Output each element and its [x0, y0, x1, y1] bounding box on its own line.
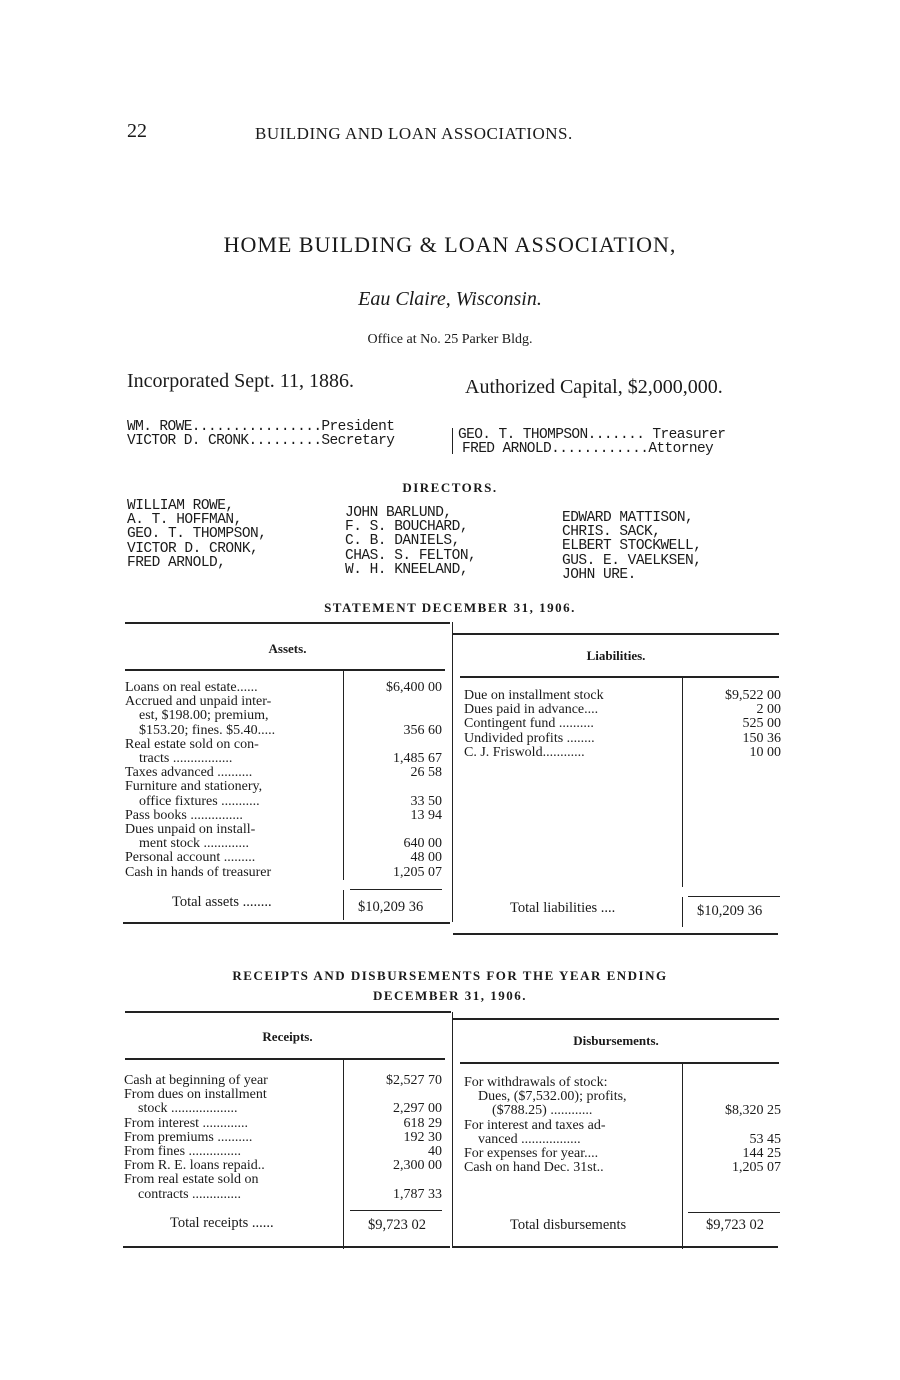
row-label: $153.20; fines. $5.40..... [139, 722, 276, 738]
total-rule [350, 889, 442, 890]
row-label: Dues, ($7,532.00); profits, [478, 1089, 627, 1105]
director-name: W. H. KNEELAND, [345, 561, 469, 578]
row-value: 2,300 00 [393, 1158, 442, 1174]
row-value: 53 45 [749, 1131, 781, 1147]
row-value: 13 94 [410, 807, 442, 823]
row-label: For expenses for year.... [464, 1146, 599, 1161]
row-label: Furniture and stationery, [125, 779, 263, 795]
director-name: JOHN URE. [562, 566, 636, 583]
director-name: EDWARD MATTISON, [562, 510, 694, 526]
rule [453, 1018, 779, 1020]
row-value: 618 29 [403, 1115, 442, 1131]
directors-column-3 [562, 511, 701, 582]
receipts-heading-line-1: RECEIPTS AND DISBURSEMENTS FOR THE YEAR ENDING [232, 968, 668, 983]
row-label: For interest and taxes ad- [464, 1117, 606, 1133]
row-label: C. J. Friswold............ [464, 744, 585, 760]
row-value: 1,485 67 [393, 751, 442, 766]
row-label: Loans on real estate...... [125, 680, 258, 695]
total-disbursements-label: Total disbursements [510, 1217, 627, 1233]
director-name: WILLIAM ROWE, [127, 498, 234, 514]
row-label: From premiums .......... [124, 1129, 253, 1145]
total-rule [688, 1212, 780, 1213]
row-value: 2 00 [756, 702, 781, 718]
total-disbursements-value: $9,723 02 [706, 1217, 764, 1233]
value-divider [343, 1059, 344, 1249]
rule [123, 922, 450, 924]
director-name: ELBERT STOCKWELL, [562, 538, 702, 555]
value-divider [682, 677, 683, 887]
director-name: FRED ARNOLD, [127, 554, 226, 571]
office-address: Office at No. 25 Parker Bldg. [367, 332, 533, 347]
row-label: tracts ................. [139, 751, 233, 766]
row-label: Cash at beginning of year [124, 1073, 268, 1088]
row-label: Cash in hands of treasurer [125, 864, 272, 880]
rule [125, 1011, 451, 1013]
row-value: 48 00 [410, 850, 442, 866]
row-value: 40 [428, 1144, 442, 1159]
row-label: From dues on installment [124, 1087, 267, 1103]
total-receipts-label: Total receipts ...... [170, 1215, 274, 1231]
total-divider [682, 897, 683, 927]
row-label: Personal account ......... [125, 850, 256, 866]
row-value: $8,320 25 [725, 1103, 781, 1119]
rule [123, 1246, 450, 1248]
row-label: Contingent fund .......... [464, 716, 594, 732]
director-name: CHRIS. SACK, [562, 524, 661, 541]
director-name: JOHN BARLUND, [345, 505, 452, 521]
row-label: From interest ............. [124, 1115, 249, 1131]
total-liabilities-value: $10,209 36 [697, 903, 763, 919]
officer-line: WM. ROWE................President [127, 419, 395, 435]
row-value: 192 30 [403, 1129, 442, 1145]
row-label: est, $198.00; premium, [139, 708, 269, 724]
rule [460, 676, 779, 678]
total-assets-label: Total assets ........ [172, 894, 272, 910]
rule [453, 633, 779, 635]
receipts-heading-line-2: DECEMBER 31, 1906. [372, 988, 528, 1003]
column-divider [452, 622, 453, 922]
row-value: 10 00 [749, 744, 781, 760]
row-label: From fines ............... [124, 1144, 242, 1159]
row-value: $9,522 00 [725, 688, 781, 703]
row-label: Pass books ............... [125, 807, 243, 823]
director-name: C. B. DANIELS, [345, 533, 460, 550]
row-label: Dues unpaid on install- [125, 822, 256, 837]
row-value: 1,205 07 [732, 1160, 781, 1176]
officer-line: FRED ARNOLD............Attorney [462, 441, 714, 457]
directors-column-1 [127, 499, 266, 570]
row-value: 525 00 [742, 716, 781, 732]
row-label: From real estate sold on [124, 1172, 259, 1188]
total-receipts-value: $9,723 02 [368, 1217, 426, 1233]
total-liabilities-label: Total liabilities .... [510, 900, 616, 916]
rule [125, 622, 450, 624]
director-name: A. T. HOFFMAN, [127, 512, 242, 529]
row-value: 640 00 [403, 836, 442, 852]
director-name: GUS. E. VAELKSEN, [562, 552, 702, 569]
row-value: 356 60 [403, 722, 442, 738]
director-name: CHAS. S. FELTON, [345, 547, 477, 564]
row-label: contracts .............. [138, 1186, 242, 1202]
row-label: Dues paid in advance.... [464, 702, 599, 718]
row-label: vanced ................. [478, 1131, 581, 1147]
row-value: 144 25 [742, 1146, 781, 1161]
director-name: GEO. T. THOMPSON, [127, 526, 267, 543]
receipts-col-heading: Receipts. [262, 1029, 313, 1044]
row-label: office fixtures ........... [139, 793, 260, 809]
rule [453, 933, 778, 935]
total-divider [343, 890, 344, 920]
liabilities-heading: Liabilities. [586, 648, 646, 663]
directors-heading: DIRECTORS. [402, 480, 498, 495]
officer-line: VICTOR D. CRONK.........Secretary [127, 433, 395, 449]
row-value: 150 36 [742, 730, 781, 746]
authorized-capital: Authorized Capital, $2,000,000. [465, 376, 723, 398]
row-label: Due on installment stock [464, 688, 604, 703]
incorporated-date: Incorporated Sept. 11, 1886. [127, 370, 354, 392]
officer-line: GEO. T. THOMPSON....... Treasurer [458, 427, 726, 443]
director-name: VICTOR D. CRONK, [127, 540, 259, 557]
statement-heading: STATEMENT DECEMBER 31, 1906. [324, 600, 576, 615]
directors-column-2 [345, 506, 476, 577]
row-label: ($788.25) ............ [492, 1103, 593, 1119]
rule [453, 1246, 778, 1248]
value-divider [343, 670, 344, 880]
total-rule [688, 896, 780, 897]
page-number: 22 [127, 120, 147, 142]
row-value: 1,205 07 [393, 864, 442, 880]
row-label: Accrued and unpaid inter- [125, 694, 272, 710]
row-label: ment stock ............. [139, 836, 250, 852]
director-name: F. S. BOUCHARD, [345, 519, 469, 536]
row-label: stock ................... [138, 1101, 238, 1117]
row-label: For withdrawals of stock: [464, 1075, 608, 1090]
row-label: Taxes advanced .......... [125, 765, 253, 781]
rule [125, 1058, 445, 1060]
row-label: Cash on hand Dec. 31st.. [464, 1160, 604, 1176]
row-label: Undivided profits ........ [464, 730, 595, 746]
row-value: 26 58 [410, 765, 442, 781]
association-name: HOME BUILDING & LOAN ASSOCIATION, [223, 232, 677, 257]
row-value: 1,787 33 [393, 1186, 442, 1202]
row-label: Real estate sold on con- [125, 736, 259, 752]
association-city: Eau Claire, Wisconsin. [358, 288, 542, 310]
officer-divider [452, 428, 453, 454]
assets-heading: Assets. [268, 641, 307, 656]
running-title: BUILDING AND LOAN ASSOCIATIONS. [255, 124, 573, 143]
total-rule [350, 1210, 442, 1211]
value-divider [682, 1063, 683, 1249]
disbursements-col-heading: Disbursements. [573, 1033, 659, 1048]
row-value: $2,527 70 [386, 1073, 442, 1088]
total-assets-value: $10,209 36 [358, 899, 424, 915]
row-value: 33 50 [410, 793, 442, 809]
rule [460, 1062, 779, 1064]
row-value: $6,400 00 [386, 680, 442, 695]
row-label: From R. E. loans repaid.. [124, 1158, 265, 1174]
rule [125, 669, 445, 671]
row-value: 2,297 00 [393, 1101, 442, 1117]
